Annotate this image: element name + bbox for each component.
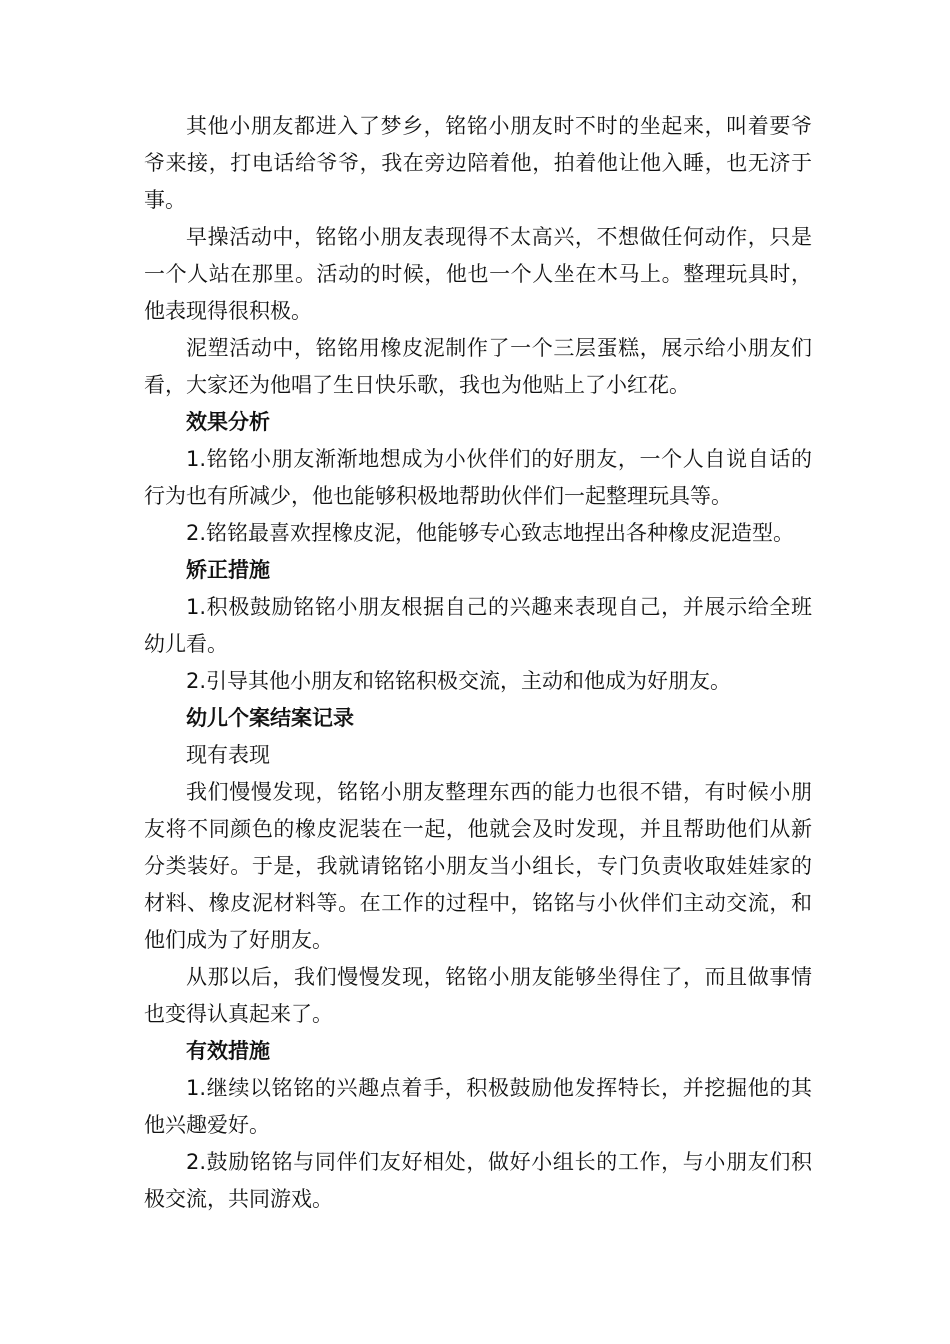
paragraph-current-performance: 我们慢慢发现，铭铭小朋友整理东西的能力也很不错，有时候小朋友将不同颜色的橡皮泥装在一起，他就会及时发现，并且帮助他们从新分类装好。于是，我就请铭铭小朋友当小组长，专门负责收取娃娃家的材料、橡皮泥材料等。在工作的过程中，铭铭与小伙伴们主动交流，和他们成为了好朋友。 [144,780,812,952]
document-body [144,108,812,1218]
paragraph-measure-1: 1.继续以铭铭的兴趣点着手，积极鼓励他发挥特长，并挖掘他的其他兴趣爱好。 [144,1076,812,1137]
paragraph-since-then: 从那以后，我们慢慢发现，铭铭小朋友能够坐得住了，而且做事情也变得认真起来了。 [144,965,812,1026]
paragraph-correction-2: 2.引导其他小朋友和铭铭积极交流，主动和他成为好朋友。 [186,669,732,693]
paragraph-effect-2: 2.铭铭最喜欢捏橡皮泥，他能够专心致志地捏出各种橡皮泥造型。 [186,521,795,545]
heading-correction-measures: 矫正措施 [186,558,270,582]
heading-effective-measures: 有效措施 [186,1039,270,1063]
paragraph-correction-1: 1.积极鼓励铭铭小朋友根据自己的兴趣来表现自己，并展示给全班幼儿看。 [144,595,812,656]
subheading-current-performance: 现有表现 [186,743,270,767]
paragraph-morning-exercise: 早操活动中，铭铭小朋友表现得不太高兴，不想做任何动作，只是一个人站在那里。活动的时候，他也一个人坐在木马上。整理玩具时，他表现得很积极。 [144,225,812,323]
heading-case-closing-record: 幼儿个案结案记录 [186,706,354,730]
paragraph-measure-2: 2.鼓励铭铭与同伴们友好相处，做好小组长的工作，与小朋友们积极交流，共同游戏。 [144,1150,812,1211]
paragraph-nap-time: 其他小朋友都进入了梦乡，铭铭小朋友时不时的坐起来，叫着要爷爷来接，打电话给爷爷，我在旁边陪着他，拍着他让他入睡，也无济于事。 [144,114,812,212]
paragraph-effect-1: 1.铭铭小朋友渐渐地想成为小伙伴们的好朋友，一个人自说自话的行为也有所减少，他也能够积极地帮助伙伴们一起整理玩具等。 [144,447,812,508]
heading-effect-analysis: 效果分析 [186,410,270,434]
paragraph-clay-activity: 泥塑活动中，铭铭用橡皮泥制作了一个三层蛋糕，展示给小朋友们看，大家还为他唱了生日快乐歌，我也为他贴上了小红花。 [144,336,812,397]
